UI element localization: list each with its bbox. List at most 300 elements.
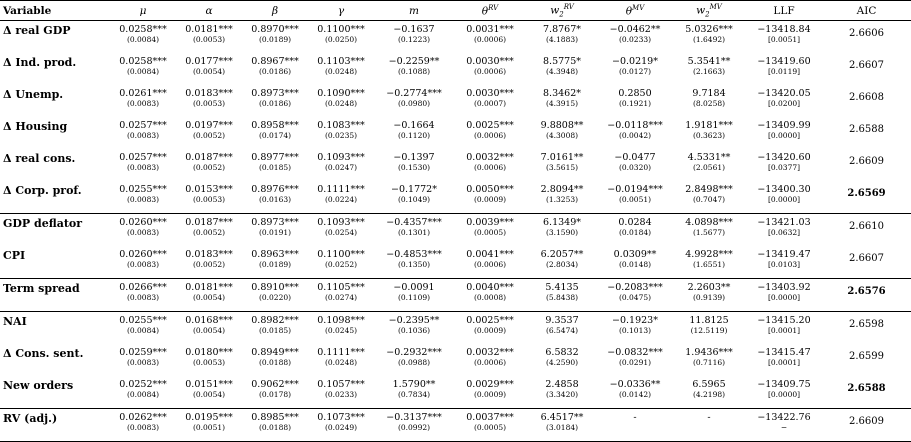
- cell-w2-mv: [672, 181, 746, 214]
- standard-error-value: (0.0475): [618, 293, 652, 302]
- standard-error-value: (0.0052): [192, 163, 226, 172]
- estimate-value: 0.0025***: [466, 120, 514, 131]
- cell-aic: [822, 344, 911, 376]
- cell-mu: [110, 21, 176, 54]
- aic-value: 2.6598: [849, 319, 884, 330]
- standard-error-value: (0.1013): [618, 326, 652, 335]
- standard-error-value: (0.0247): [324, 163, 358, 172]
- estimate-value: 8.5775*: [543, 56, 581, 67]
- estimate-value: 0.8976***: [251, 184, 299, 195]
- estimate-value: 0.8949***: [251, 347, 299, 358]
- standard-error-value: (0.0249): [324, 423, 358, 432]
- standard-error-value: (0.1036): [397, 326, 431, 335]
- estimate-value: 0.8970***: [251, 24, 299, 35]
- cell-w2-mv: [672, 246, 746, 279]
- standard-error-value: (0.0006): [473, 163, 507, 172]
- estimate-value: −0.2395**: [388, 315, 440, 326]
- standard-error-value: (0.0083): [126, 131, 160, 140]
- estimate-value: −0.1664: [393, 120, 435, 131]
- cell-mu: [110, 279, 176, 312]
- estimate-value: −13415.20: [757, 315, 811, 326]
- standard-error-value: (0.0083): [126, 358, 160, 367]
- cell-theta-rv: [454, 312, 526, 345]
- cell-aic: [822, 376, 911, 409]
- estimate-value: 0.0039***: [466, 217, 514, 228]
- cell-aic: [822, 246, 911, 279]
- cell-alpha: [176, 409, 242, 442]
- cell-theta-mv: [598, 21, 672, 54]
- estimate-value: 4.0898***: [685, 217, 733, 228]
- cell-alpha: [176, 21, 242, 54]
- standard-error-value: (0.0174): [258, 131, 292, 140]
- estimate-value: −0.0462**: [609, 24, 661, 35]
- estimate-value: 0.2850: [618, 88, 652, 99]
- standard-error-value: (0.0992): [397, 423, 431, 432]
- standard-error-value: (0.0186): [258, 99, 292, 108]
- standard-error-value: (3.1590): [545, 228, 579, 237]
- estimate-value: −0.3137***: [386, 412, 442, 423]
- cell-theta-rv: [454, 246, 526, 279]
- cell-mu: [110, 214, 176, 247]
- estimate-value: 0.0183***: [185, 88, 233, 99]
- table-row: [0, 214, 911, 247]
- cell-w2-mv: [672, 149, 746, 181]
- aic-value: 2.6588: [847, 383, 886, 394]
- cell-m: [374, 312, 454, 345]
- cell-w2-rv: [526, 214, 598, 247]
- estimate-value: 0.0259***: [119, 347, 167, 358]
- standard-error-value: [0.0200]: [767, 99, 801, 108]
- cell-m: [374, 181, 454, 214]
- aic-value: 2.6576: [847, 286, 886, 297]
- standard-error-value: (4.3008): [545, 131, 579, 140]
- cell-w2-rv: [526, 181, 598, 214]
- estimate-value: 0.0025***: [466, 315, 514, 326]
- standard-error-value: (0.0291): [618, 358, 652, 367]
- cell-w2-mv: [672, 312, 746, 345]
- estimate-value: 0.0029***: [466, 379, 514, 390]
- cell-mu: [110, 344, 176, 376]
- standard-error-value: (0.0248): [324, 67, 358, 76]
- standard-error-value: [0.0001]: [767, 358, 801, 367]
- estimate-value: −0.0219*: [612, 56, 658, 67]
- estimate-value: −0.1397: [393, 152, 435, 163]
- estimate-value: 0.1073***: [317, 412, 365, 423]
- aic-value: 2.6588: [849, 124, 884, 135]
- cell-aic: [822, 312, 911, 345]
- table-row: [0, 312, 911, 345]
- standard-error-value: [0.0000]: [767, 390, 801, 399]
- cell-w2-rv: [526, 117, 598, 149]
- cell-alpha: [176, 246, 242, 279]
- cell-w2-rv: [526, 246, 598, 279]
- cell-mu: [110, 53, 176, 85]
- estimate-value: −13403.92: [757, 282, 811, 293]
- cell-llf: [746, 53, 822, 85]
- estimate-value: −13419.47: [757, 249, 811, 260]
- estimate-value: −13415.47: [757, 347, 811, 358]
- estimate-value: 1.5790**: [392, 379, 436, 390]
- cell-mu: [110, 117, 176, 149]
- standard-error-value: (4.3948): [545, 67, 579, 76]
- table-row: [0, 85, 911, 117]
- standard-error-value: [0.0000]: [767, 293, 801, 302]
- estimate-value: 0.1100***: [317, 249, 365, 260]
- header-w2-mv: $w_2^{MV}$: [672, 1, 746, 21]
- standard-error-value: (0.0084): [126, 67, 160, 76]
- standard-error-value: (0.0051): [192, 423, 226, 432]
- cell-mu: [110, 312, 176, 345]
- cell-alpha: [176, 85, 242, 117]
- header-gamma: γ: [308, 1, 374, 21]
- standard-error-value: (0.7116): [692, 358, 726, 367]
- estimate-value: 0.0180***: [185, 347, 233, 358]
- header-row: [0, 1, 911, 21]
- cell-theta-mv: [598, 149, 672, 181]
- standard-error-value: (8.0258): [692, 99, 726, 108]
- estimate-value: 0.0037***: [466, 412, 514, 423]
- cell-m: [374, 214, 454, 247]
- standard-error-value: [0.0632]: [767, 228, 801, 237]
- estimate-value: 0.0032***: [466, 347, 514, 358]
- standard-error-value: [0.0000]: [767, 195, 801, 204]
- estimate-value: 0.0195***: [185, 412, 233, 423]
- cell-alpha: [176, 376, 242, 409]
- standard-error-value: (4.2590): [545, 358, 579, 367]
- cell-beta: [242, 409, 308, 442]
- standard-error-value: (0.0054): [192, 293, 226, 302]
- standard-error-value: (0.0320): [618, 163, 652, 172]
- cell-m: [374, 117, 454, 149]
- standard-error-value: (0.0245): [324, 326, 358, 335]
- cell-alpha: [176, 344, 242, 376]
- header-theta-mv: $\theta^{MV}$: [598, 1, 672, 21]
- standard-error-value: (0.0005): [473, 228, 507, 237]
- standard-error-value: (0.0083): [126, 293, 160, 302]
- standard-error-value: (0.0054): [192, 326, 226, 335]
- estimate-value: −0.1637: [393, 24, 435, 35]
- estimate-value: 0.0261***: [119, 88, 167, 99]
- cell-llf: [746, 246, 822, 279]
- row-variable-name: Δ Housing: [3, 120, 68, 133]
- cell-theta-rv: [454, 214, 526, 247]
- table-row: [0, 246, 911, 279]
- cell-gamma: [308, 279, 374, 312]
- row-variable-name: New orders: [3, 379, 74, 392]
- estimate-value: 0.0197***: [185, 120, 233, 131]
- cell-theta-rv: [454, 53, 526, 85]
- standard-error-value: (1.6492): [692, 35, 726, 44]
- standard-error-value: (0.0980): [397, 99, 431, 108]
- estimate-value: 7.8767*: [543, 24, 581, 35]
- cell-llf: [746, 117, 822, 149]
- estimate-value: 0.8985***: [251, 412, 299, 423]
- cell-gamma: [308, 409, 374, 442]
- standard-error-value: [0.0377]: [767, 163, 801, 172]
- cell-llf: [746, 376, 822, 409]
- estimate-value: 2.8498***: [685, 184, 733, 195]
- cell-mu: [110, 85, 176, 117]
- standard-error-value: (0.0008): [473, 293, 507, 302]
- estimate-value: 0.0284: [618, 217, 652, 228]
- estimate-value: 0.0187***: [185, 152, 233, 163]
- standard-error-value: (0.7834): [397, 390, 431, 399]
- standard-error-value: (2.8034): [545, 260, 579, 269]
- aic-value: 2.6606: [849, 28, 884, 39]
- estimate-value: 0.1083***: [317, 120, 365, 131]
- estimate-value: 0.0151***: [185, 379, 233, 390]
- estimate-value: 4.9928***: [685, 249, 733, 260]
- estimate-value: −13409.75: [757, 379, 811, 390]
- estimate-value: −0.0336**: [609, 379, 661, 390]
- standard-error-value: (0.1109): [397, 293, 431, 302]
- cell-llf: [746, 279, 822, 312]
- estimate-value: 0.1105***: [317, 282, 365, 293]
- estimate-value: −0.2083***: [607, 282, 663, 293]
- table-row: [0, 149, 911, 181]
- cell-beta: [242, 312, 308, 345]
- estimate-value: −13422.76: [757, 412, 811, 423]
- estimate-value: −0.2259**: [388, 56, 440, 67]
- standard-error-value: (0.1223): [397, 35, 431, 44]
- estimate-value: 1.9181***: [685, 120, 733, 131]
- table-body: [0, 21, 911, 442]
- standard-error-value: (0.0127): [618, 67, 652, 76]
- header-variable: Variable: [0, 1, 110, 21]
- cell-gamma: [308, 85, 374, 117]
- estimate-value: 0.0181***: [185, 282, 233, 293]
- standard-error-value: (0.0250): [324, 35, 358, 44]
- standard-error-value: (0.1921): [618, 99, 652, 108]
- cell-w2-mv: [672, 53, 746, 85]
- cell-llf: [746, 149, 822, 181]
- cell-llf: [746, 312, 822, 345]
- cell-m: [374, 279, 454, 312]
- standard-error-value: (0.0988): [397, 358, 431, 367]
- standard-error-value: [0.0001]: [767, 326, 801, 335]
- estimate-value: 0.0255***: [119, 184, 167, 195]
- standard-error-value: (0.9139): [692, 293, 726, 302]
- cell-w2-mv: [672, 376, 746, 409]
- standard-error-value: (0.0185): [258, 163, 292, 172]
- aic-value: 2.6609: [849, 416, 884, 427]
- cell-w2-rv: [526, 376, 598, 409]
- cell-gamma: [308, 53, 374, 85]
- cell-llf: [746, 85, 822, 117]
- estimate-value: −0.4853***: [386, 249, 442, 260]
- estimate-value: −13409.99: [757, 120, 811, 131]
- estimate-value: 0.0255***: [119, 315, 167, 326]
- estimate-value: 0.8958***: [251, 120, 299, 131]
- standard-error-value: (2.0561): [692, 163, 726, 172]
- row-variable-name: Δ Cons. sent.: [3, 347, 84, 360]
- row-variable-name: CPI: [3, 249, 26, 262]
- estimate-value: 0.0041***: [466, 249, 514, 260]
- cell-mu: [110, 409, 176, 442]
- cell-beta: [242, 214, 308, 247]
- standard-error-value: [0.0119]: [767, 67, 801, 76]
- cell-mu: [110, 149, 176, 181]
- cell-aic: [822, 149, 911, 181]
- estimate-value: 0.1103***: [317, 56, 365, 67]
- estimate-value: 0.1111***: [317, 347, 365, 358]
- estimate-value: 0.8973***: [251, 88, 299, 99]
- aic-value: 2.6569: [847, 188, 886, 199]
- estimate-value: 0.9062***: [251, 379, 299, 390]
- estimate-value: 0.0181***: [185, 24, 233, 35]
- standard-error-value: (0.0248): [324, 99, 358, 108]
- cell-w2-rv: [526, 21, 598, 54]
- standard-error-value: (0.0005): [473, 423, 507, 432]
- standard-error-value: (0.0163): [258, 195, 292, 204]
- cell-mu: [110, 376, 176, 409]
- cell-gamma: [308, 214, 374, 247]
- standard-error-value: (0.0083): [126, 423, 160, 432]
- estimate-value: 0.0153***: [185, 184, 233, 195]
- standard-error-value: (0.1088): [397, 67, 431, 76]
- standard-error-value: (0.0184): [618, 228, 652, 237]
- standard-error-value: (0.0233): [324, 390, 358, 399]
- table-row: [0, 409, 911, 442]
- cell-theta-mv: [598, 279, 672, 312]
- estimate-value: 1.9436***: [685, 347, 733, 358]
- cell-beta: [242, 85, 308, 117]
- standard-error-value: (4.2198): [692, 390, 726, 399]
- standard-error-value: (0.0191): [258, 228, 292, 237]
- standard-error-value: (4.3915): [545, 99, 579, 108]
- cell-beta: [242, 279, 308, 312]
- cell-aic: [822, 85, 911, 117]
- cell-beta: [242, 21, 308, 54]
- standard-error-value: (0.0051): [618, 195, 652, 204]
- table-row: [0, 117, 911, 149]
- estimate-value: 0.0266***: [119, 282, 167, 293]
- estimate-value: −0.2932***: [386, 347, 442, 358]
- cell-theta-mv: [598, 85, 672, 117]
- table-row: [0, 344, 911, 376]
- estimate-value: 2.4858: [545, 379, 579, 390]
- estimate-value: −0.0832***: [607, 347, 663, 358]
- cell-m: [374, 409, 454, 442]
- standard-error-value: (0.0235): [324, 131, 358, 140]
- estimate-value: 0.0183***: [185, 249, 233, 260]
- standard-error-value: (3.3420): [545, 390, 579, 399]
- cell-theta-mv: [598, 53, 672, 85]
- aic-value: 2.6610: [849, 221, 884, 232]
- estimate-value: 0.1093***: [317, 152, 365, 163]
- estimate-value: −13421.03: [757, 217, 811, 228]
- standard-error-value: (3.5615): [545, 163, 579, 172]
- standard-error-value: (12.5119): [690, 326, 728, 335]
- standard-error-value: (0.0009): [473, 195, 507, 204]
- estimate-value: 0.0262***: [119, 412, 167, 423]
- estimate-value: −13419.60: [757, 56, 811, 67]
- standard-error-value: (0.7047): [692, 195, 726, 204]
- standard-error-value: (0.0084): [126, 326, 160, 335]
- row-variable-name: Term spread: [0, 279, 110, 312]
- header-aic: AIC: [822, 1, 911, 21]
- row-variable-name: Δ real GDP: [3, 24, 71, 37]
- cell-beta: [242, 117, 308, 149]
- cell-beta: [242, 53, 308, 85]
- estimate-value: 0.0168***: [185, 315, 233, 326]
- row-variable-name: Δ real cons.: [3, 152, 76, 165]
- estimate-value: 0.0257***: [119, 152, 167, 163]
- cell-theta-mv: [598, 246, 672, 279]
- standard-error-value: (0.0007): [473, 99, 507, 108]
- estimate-value: 0.1090***: [317, 88, 365, 99]
- standard-error-value: (4.1883): [545, 35, 579, 44]
- standard-error-value: (0.0053): [192, 358, 226, 367]
- standard-error-value: (0.3623): [692, 131, 726, 140]
- estimate-value: 0.0260***: [119, 217, 167, 228]
- estimate-value: 2.8094**: [540, 184, 584, 195]
- estimate-value: 6.5965: [692, 379, 726, 390]
- standard-error-value: (0.0254): [324, 228, 358, 237]
- cell-llf: [746, 214, 822, 247]
- standard-error-value: (2.1663): [692, 67, 726, 76]
- cell-w2-mv: [672, 214, 746, 247]
- estimate-value: −0.4357***: [386, 217, 442, 228]
- cell-alpha: [176, 149, 242, 181]
- cell-llf: [746, 181, 822, 214]
- estimate-value: 9.8808**: [540, 120, 584, 131]
- cell-llf: [746, 409, 822, 442]
- cell-theta-mv: [598, 376, 672, 409]
- estimate-value: −13418.84: [757, 24, 811, 35]
- cell-gamma: [308, 312, 374, 345]
- cell-theta-rv: [454, 117, 526, 149]
- cell-m: [374, 149, 454, 181]
- estimate-value: 6.1349*: [543, 217, 581, 228]
- cell-theta-rv: [454, 344, 526, 376]
- cell-aic: [822, 53, 911, 85]
- cell-aic: [822, 117, 911, 149]
- cell-gamma: [308, 246, 374, 279]
- standard-error-value: (1.3253): [545, 195, 579, 204]
- estimate-value: 9.3537: [545, 315, 579, 326]
- estimate-value: 0.1098***: [317, 315, 365, 326]
- cell-m: [374, 376, 454, 409]
- cell-theta-rv: [454, 85, 526, 117]
- standard-error-value: (0.0006): [473, 260, 507, 269]
- standard-error-value: [0.0000]: [767, 131, 801, 140]
- estimate-value: −0.1772*: [391, 184, 437, 195]
- estimate-value: 6.4517**: [540, 412, 584, 423]
- standard-error-value: (0.0083): [126, 260, 160, 269]
- standard-error-value: (0.0142): [618, 390, 652, 399]
- estimate-value: 5.4135: [545, 282, 579, 293]
- header-alpha: α: [176, 1, 242, 21]
- estimate-value: −0.1923*: [612, 315, 658, 326]
- row-variable-name: Δ Ind. prod.: [3, 56, 77, 69]
- cell-aic: [822, 409, 911, 442]
- table-row: [0, 279, 911, 312]
- cell-w2-mv: [672, 85, 746, 117]
- cell-aic: [822, 214, 911, 247]
- cell-llf: [746, 21, 822, 54]
- cell-w2-rv: [526, 409, 598, 442]
- cell-llf: [746, 344, 822, 376]
- standard-error-value: −: [780, 423, 788, 432]
- standard-error-value: (0.0224): [324, 195, 358, 204]
- estimate-value: 11.8125: [689, 315, 729, 326]
- cell-theta-mv: [598, 409, 672, 442]
- aic-value: 2.6608: [849, 92, 884, 103]
- standard-error-value: (0.1530): [397, 163, 431, 172]
- estimate-value: −13420.60: [757, 152, 811, 163]
- aic-value: 2.6607: [849, 60, 884, 71]
